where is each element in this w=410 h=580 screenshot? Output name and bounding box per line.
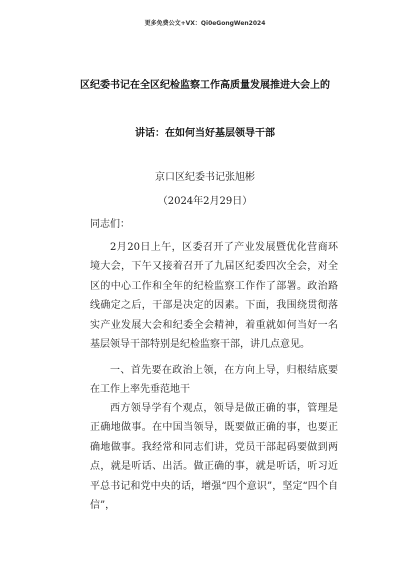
- document-title-line-2: 讲话：在如何当好基层领导干部: [135, 128, 275, 139]
- author-line: 京口区纪委书记张旭彬: [155, 172, 255, 183]
- document-title-line-1: 区纪委书记在全区纪检监察工作高质量发展推进大会上的: [80, 80, 330, 91]
- body-paragraph-1: 2月20日上午，区委召开了产业发展暨优化营商环境大会，下午又接着召开了九届区纪委四次全会，对全区的中心工作和全年的纪检监察工作作了部署。政治路线确定之后，干部是决定的因素。下面，我围绕贯彻落实产业发展大会和纪委全会精神，着重就如何当好一名基层领导干部特别是纪检监察干部，讲几点意见。: [90, 242, 338, 351]
- page-header: 更多免费公文+VX：Qi0eGongWen2024: [144, 20, 266, 27]
- salutation: 同志们：: [90, 219, 130, 230]
- date-line: （2024年2月29日）: [157, 196, 253, 207]
- section-heading-1: 一、首先要在政治上领，在方向上导，归根结底要在工作上率先垂范地干: [90, 365, 338, 396]
- body-paragraph-2: 西方领导学有个观点，领导是做正确的事，管理是正确地做事。在中国当领导，既要做正确的事，也要正确地做事。我经常和同志们讲，党员干部起码要做到两点，就是听话、出活。做正确的事，就是听话，听习近平总书记和党中央的话，增强“四个意识”，坚定“四个自信”，: [90, 403, 338, 512]
